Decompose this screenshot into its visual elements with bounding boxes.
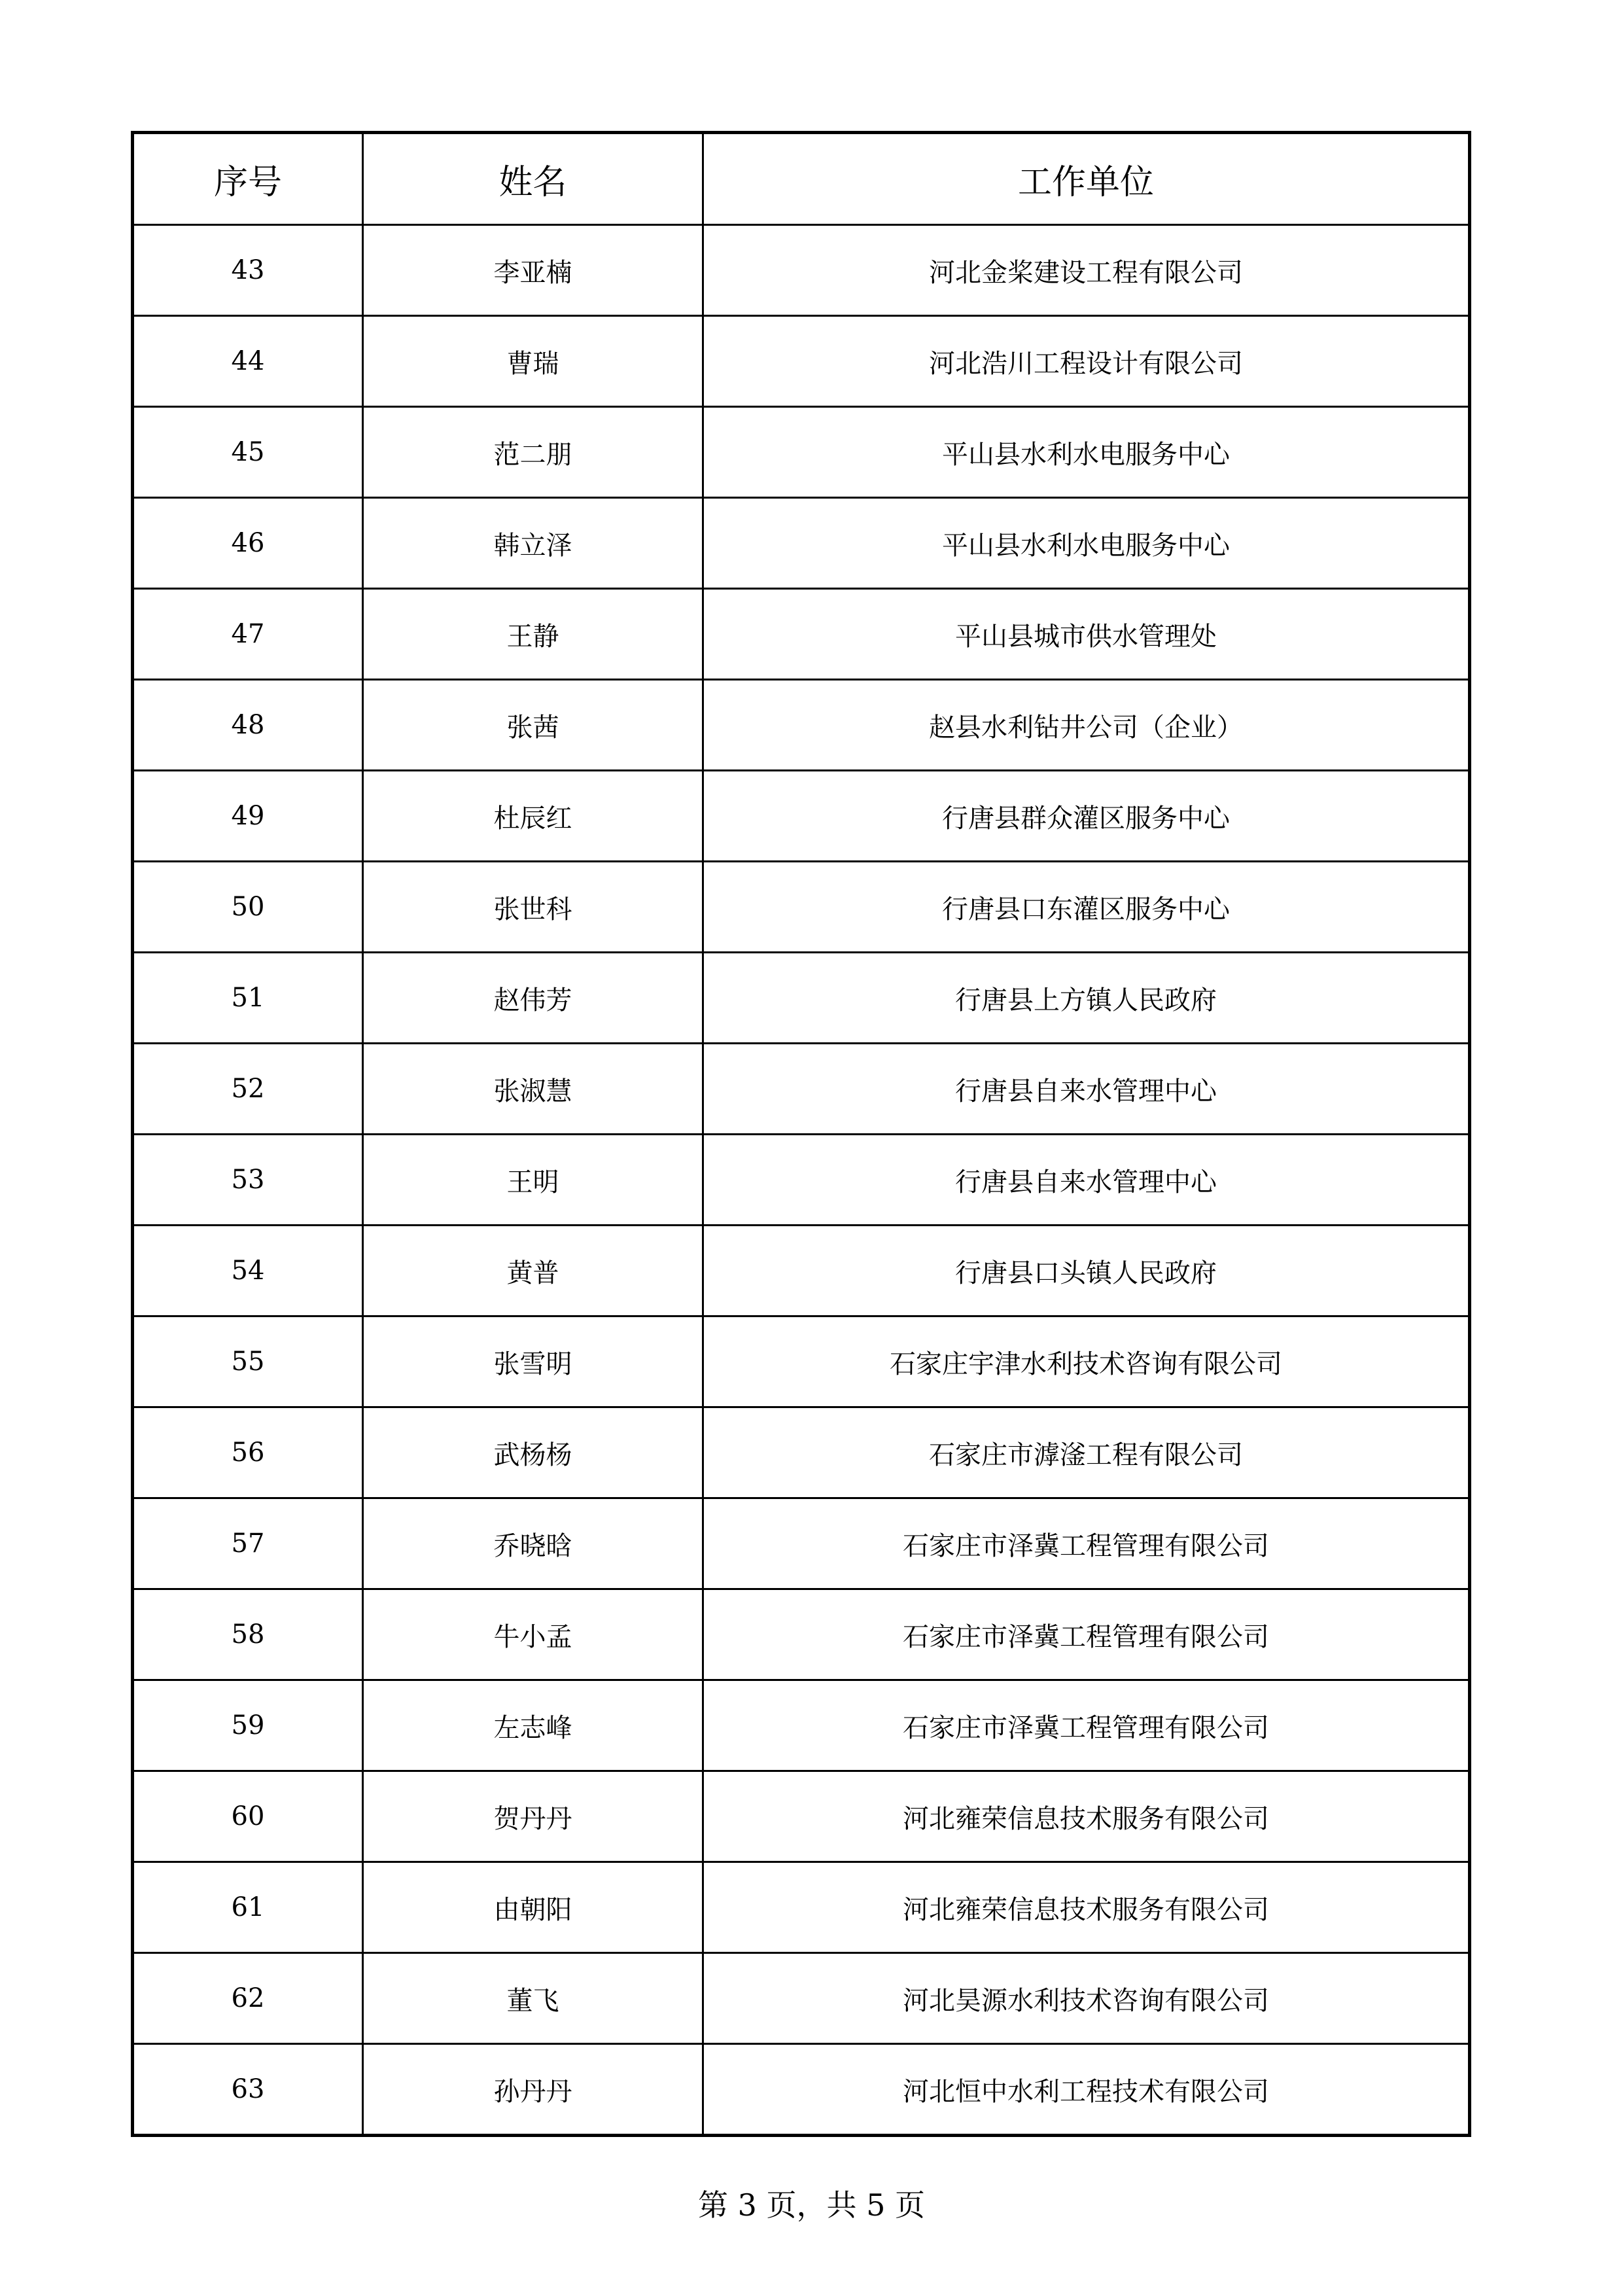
work-unit-cell: 河北昊源水利技术咨询有限公司	[703, 1953, 1470, 2044]
table-row	[133, 862, 1470, 953]
table-row	[133, 1135, 1470, 1226]
person-name-cell: 牛小孟	[363, 1589, 703, 1680]
person-name-cell: 王明	[363, 1135, 703, 1226]
person-name-cell: 王静	[363, 589, 703, 680]
work-unit-cell: 平山县城市供水管理处	[703, 589, 1470, 680]
header-row	[133, 133, 1470, 225]
roster-table	[131, 131, 1471, 2137]
serial-number-cell: 58	[133, 1589, 363, 1680]
serial-number-cell: 45	[133, 407, 363, 498]
person-name-cell: 杜辰红	[363, 771, 703, 862]
person-name-cell: 张世科	[363, 862, 703, 953]
table-row	[133, 1862, 1470, 1953]
person-name-cell: 张淑慧	[363, 1044, 703, 1135]
serial-number-cell: 62	[133, 1953, 363, 2044]
table-row	[133, 1316, 1470, 1407]
table-row	[133, 1498, 1470, 1589]
table-row	[133, 1771, 1470, 1862]
table-row	[133, 1680, 1470, 1771]
serial-number-cell: 57	[133, 1498, 363, 1589]
work-unit-cell: 石家庄市泽冀工程管理有限公司	[703, 1498, 1470, 1589]
serial-number-cell: 60	[133, 1771, 363, 1862]
person-name-cell: 范二朋	[363, 407, 703, 498]
person-name-cell: 曹瑞	[363, 316, 703, 407]
person-name-cell: 张雪明	[363, 1316, 703, 1407]
work-unit-cell: 行唐县口东灌区服务中心	[703, 862, 1470, 953]
serial-number-cell: 49	[133, 771, 363, 862]
serial-number-cell: 44	[133, 316, 363, 407]
work-unit-cell: 河北金桨建设工程有限公司	[703, 225, 1470, 316]
work-unit-cell: 石家庄市滹滏工程有限公司	[703, 1407, 1470, 1498]
person-name-cell: 黄普	[363, 1226, 703, 1316]
table-row	[133, 589, 1470, 680]
header-name: 姓名	[363, 133, 703, 225]
serial-number-cell: 59	[133, 1680, 363, 1771]
person-name-cell: 乔晓晗	[363, 1498, 703, 1589]
roster-body	[133, 225, 1470, 2136]
serial-number-cell: 50	[133, 862, 363, 953]
work-unit-cell: 行唐县自来水管理中心	[703, 1044, 1470, 1135]
table-row	[133, 407, 1470, 498]
work-unit-cell: 行唐县上方镇人民政府	[703, 953, 1470, 1044]
serial-number-cell: 51	[133, 953, 363, 1044]
work-unit-cell: 河北雍荣信息技术服务有限公司	[703, 1862, 1470, 1953]
serial-number-cell: 52	[133, 1044, 363, 1135]
header-serial-number: 序号	[133, 133, 363, 225]
work-unit-cell: 河北浩川工程设计有限公司	[703, 316, 1470, 407]
person-name-cell: 赵伟芳	[363, 953, 703, 1044]
table-row	[133, 1589, 1470, 1680]
work-unit-cell: 行唐县群众灌区服务中心	[703, 771, 1470, 862]
serial-number-cell: 61	[133, 1862, 363, 1953]
table-row	[133, 2044, 1470, 2136]
person-name-cell: 孙丹丹	[363, 2044, 703, 2136]
table-row	[133, 1044, 1470, 1135]
work-unit-cell: 行唐县自来水管理中心	[703, 1135, 1470, 1226]
person-name-cell: 李亚楠	[363, 225, 703, 316]
person-name-cell: 武杨杨	[363, 1407, 703, 1498]
serial-number-cell: 46	[133, 498, 363, 589]
header-work-unit: 工作单位	[703, 133, 1470, 225]
table-row	[133, 498, 1470, 589]
person-name-cell: 张茜	[363, 680, 703, 771]
table-row	[133, 316, 1470, 407]
person-name-cell: 贺丹丹	[363, 1771, 703, 1862]
serial-number-cell: 43	[133, 225, 363, 316]
table-row	[133, 1226, 1470, 1316]
work-unit-cell: 平山县水利水电服务中心	[703, 498, 1470, 589]
table-row	[133, 1407, 1470, 1498]
serial-number-cell: 54	[133, 1226, 363, 1316]
serial-number-cell: 47	[133, 589, 363, 680]
table-row	[133, 680, 1470, 771]
table-row	[133, 225, 1470, 316]
table-row	[133, 771, 1470, 862]
person-name-cell: 董飞	[363, 1953, 703, 2044]
page-number-footer: 第 3 页，共 5 页	[697, 2187, 926, 2223]
work-unit-cell: 石家庄市泽冀工程管理有限公司	[703, 1589, 1470, 1680]
table-row	[133, 953, 1470, 1044]
work-unit-cell: 行唐县口头镇人民政府	[703, 1226, 1470, 1316]
serial-number-cell: 63	[133, 2044, 363, 2136]
serial-number-cell: 53	[133, 1135, 363, 1226]
work-unit-cell: 平山县水利水电服务中心	[703, 407, 1470, 498]
table-row	[133, 1953, 1470, 2044]
person-name-cell: 左志峰	[363, 1680, 703, 1771]
serial-number-cell: 48	[133, 680, 363, 771]
person-name-cell: 韩立泽	[363, 498, 703, 589]
work-unit-cell: 石家庄市泽冀工程管理有限公司	[703, 1680, 1470, 1771]
work-unit-cell: 河北恒中水利工程技术有限公司	[703, 2044, 1470, 2136]
work-unit-cell: 石家庄宇津水利技术咨询有限公司	[703, 1316, 1470, 1407]
person-name-cell: 由朝阳	[363, 1862, 703, 1953]
work-unit-cell: 河北雍荣信息技术服务有限公司	[703, 1771, 1470, 1862]
work-unit-cell: 赵县水利钻井公司（企业）	[703, 680, 1470, 771]
serial-number-cell: 56	[133, 1407, 363, 1498]
serial-number-cell: 55	[133, 1316, 363, 1407]
